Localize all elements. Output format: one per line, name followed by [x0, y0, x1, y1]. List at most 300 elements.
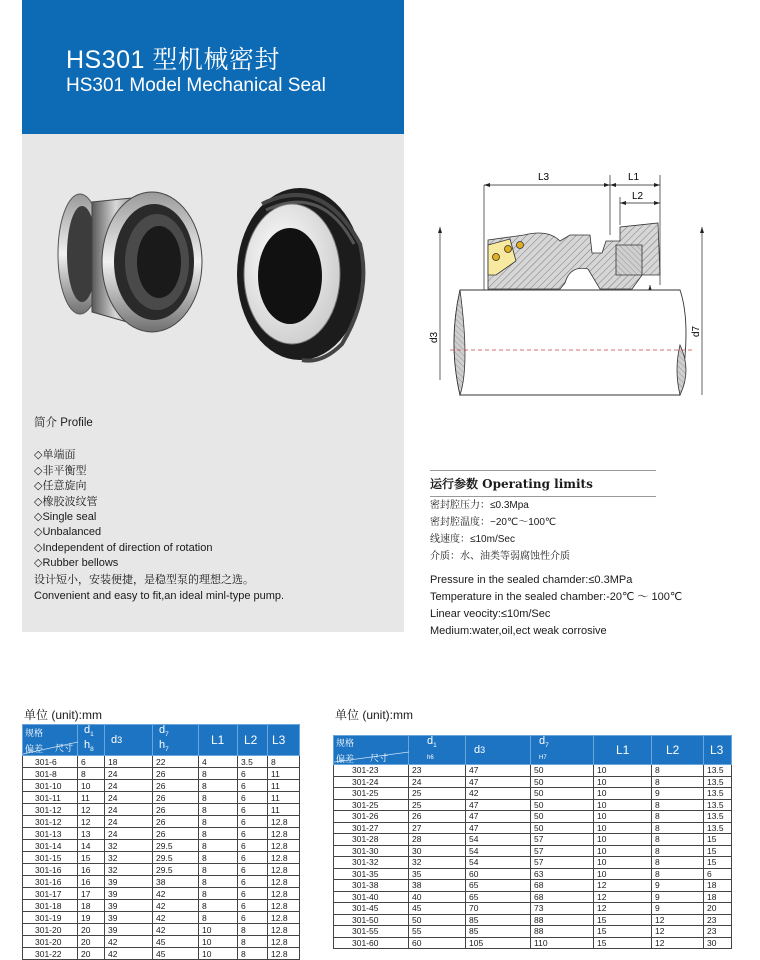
table-cell: 8	[238, 936, 268, 948]
corner-header	[23, 725, 78, 756]
table-cell-model: 301-60	[334, 937, 409, 949]
profile-item: ◇Single seal	[34, 511, 97, 524]
table-cell: 10	[199, 936, 238, 948]
table-cell: 8	[652, 834, 704, 846]
title-chinese: HS301 型机械密封	[66, 46, 280, 74]
table-cell: 8	[199, 864, 238, 876]
table-cell: 39	[105, 900, 153, 912]
table-cell: 26	[153, 792, 199, 804]
product-panel	[22, 134, 404, 632]
table-cell: 13.5	[704, 788, 732, 800]
table-cell: 42	[153, 888, 199, 900]
table-cell: 24	[105, 816, 153, 828]
table-cell-model: 301-30	[334, 845, 409, 857]
col-header-l1: L1	[594, 736, 652, 765]
spec-table-left	[22, 724, 300, 960]
table-cell: 8	[652, 845, 704, 857]
table-row	[334, 822, 732, 834]
table-cell-model: 301-18	[23, 900, 78, 912]
profile-item: ◇橡胶波纹管	[34, 495, 98, 508]
table-cell: 8	[78, 768, 105, 780]
table-cell: 26	[153, 768, 199, 780]
table-cell: 3.5	[238, 756, 268, 768]
table-cell: 12.8	[268, 900, 300, 912]
table-cell: 23	[409, 765, 466, 777]
table-cell: 50	[531, 799, 594, 811]
table-cell: 55	[409, 926, 466, 938]
table-cell: 10	[78, 780, 105, 792]
table-cell: 8	[199, 840, 238, 852]
table-cell: 11	[268, 768, 300, 780]
corner-header	[334, 736, 409, 765]
title-english: HS301 Model Mechanical Seal	[66, 75, 326, 96]
table-cell: 23	[704, 926, 732, 938]
spec-table-right	[333, 735, 732, 949]
table-row	[334, 776, 732, 788]
seal-cross-section-diagram	[420, 165, 720, 425]
limit-en: Temperature in the sealed chamber:-20℃ ～ 100℃	[430, 591, 683, 603]
profile-item: ◇Unbalanced	[34, 526, 102, 539]
col-header-l3: L3	[704, 736, 732, 765]
dim-label-l1: L1	[628, 172, 640, 183]
table-cell-model: 301-6	[23, 756, 78, 768]
table-cell: 12.8	[268, 852, 300, 864]
table-cell: 24	[105, 792, 153, 804]
table-cell: 70	[466, 903, 531, 915]
table-cell: 6	[238, 900, 268, 912]
table-row	[23, 924, 300, 936]
limit-en: Linear veocity:≤10m/Sec	[430, 608, 551, 620]
dim-label-l3: L3	[538, 172, 550, 183]
table-row	[334, 811, 732, 823]
table-cell-model: 301-17	[23, 888, 78, 900]
table-cell: 29.5	[153, 852, 199, 864]
table-cell: 9	[652, 903, 704, 915]
table-row	[23, 768, 300, 780]
dim-label-l2: L2	[632, 191, 644, 202]
table-cell: 6	[704, 868, 732, 880]
table-cell: 8	[199, 912, 238, 924]
table-cell: 8	[199, 900, 238, 912]
table-cell: 65	[466, 880, 531, 892]
table-cell: 45	[153, 936, 199, 948]
seal-photo	[22, 134, 404, 404]
col-header-l2: L2	[238, 725, 268, 756]
table-cell: 26	[153, 780, 199, 792]
table-cell: 8	[199, 876, 238, 888]
table-cell: 50	[531, 788, 594, 800]
table-row	[334, 788, 732, 800]
table-cell: 15	[594, 926, 652, 938]
table-cell: 6	[238, 876, 268, 888]
table-cell: 47	[466, 799, 531, 811]
table-cell: 26	[153, 828, 199, 840]
table-cell: 6	[78, 756, 105, 768]
table-row	[23, 936, 300, 948]
table-cell: 24	[105, 768, 153, 780]
table-cell: 12.8	[268, 912, 300, 924]
table-cell: 15	[704, 857, 732, 869]
table-cell: 8	[652, 765, 704, 777]
table-cell: 88	[531, 914, 594, 926]
col-header-d3: d3	[466, 736, 531, 765]
table-cell: 38	[153, 876, 199, 888]
table-cell: 57	[531, 834, 594, 846]
col-header-d1: $d_1$ $h_8$	[78, 725, 105, 756]
table-cell: 11	[78, 792, 105, 804]
table-cell: 13.5	[704, 776, 732, 788]
table-cell: 42	[153, 912, 199, 924]
col-header-l3: L3	[268, 725, 300, 756]
table-cell: 50	[409, 914, 466, 926]
table-cell: 39	[105, 912, 153, 924]
table-cell: 29.5	[153, 840, 199, 852]
table-cell-model: 301-11	[23, 792, 78, 804]
table-cell: 35	[409, 868, 466, 880]
table-cell: 6	[238, 816, 268, 828]
table-row	[334, 891, 732, 903]
operating-limits	[430, 470, 683, 640]
table-cell: 6	[238, 864, 268, 876]
title-banner	[22, 0, 404, 134]
table-cell: 8	[652, 822, 704, 834]
table-cell: 10	[594, 857, 652, 869]
table-cell: 15	[704, 845, 732, 857]
table-cell-model: 301-35	[334, 868, 409, 880]
profile-item: ◇非平衡型	[34, 464, 87, 477]
corner-tolerance-label: 偏差	[25, 744, 44, 755]
table-cell: 12	[652, 937, 704, 949]
table-row	[334, 845, 732, 857]
table-cell: 16	[78, 864, 105, 876]
table-cell: 20	[704, 903, 732, 915]
table-cell: 65	[466, 891, 531, 903]
table-cell: 8	[238, 924, 268, 936]
table-cell: 11	[268, 780, 300, 792]
table-cell: 60	[466, 868, 531, 880]
profile-item: ◇单端面	[34, 449, 76, 462]
table-cell: 88	[531, 926, 594, 938]
limit-cn: 线速度：≤10m/Sec	[430, 534, 515, 545]
table-cell: 47	[466, 822, 531, 834]
table-cell: 57	[531, 857, 594, 869]
table-cell: 47	[466, 776, 531, 788]
table-cell: 6	[238, 888, 268, 900]
table-cell: 24	[105, 780, 153, 792]
table-cell: 15	[704, 834, 732, 846]
table-cell: 15	[78, 852, 105, 864]
table-cell-model: 301-14	[23, 840, 78, 852]
table-cell: 32	[409, 857, 466, 869]
table-cell: 39	[105, 924, 153, 936]
table-cell: 73	[531, 903, 594, 915]
seal-section-drawing	[488, 223, 660, 289]
profile-description-cn: 设计短小，安装便捷，是稳型泵的理想之选。	[34, 573, 254, 586]
table-cell: 8	[652, 776, 704, 788]
col-header-d1: $d_1$ h6	[409, 736, 466, 765]
table-cell-model: 301-55	[334, 926, 409, 938]
table-cell: 30	[409, 845, 466, 857]
table-cell: 10	[594, 834, 652, 846]
limit-cn: 介质：水、油类等弱腐蚀性介质	[430, 551, 570, 562]
table-cell-model: 301-15	[23, 852, 78, 864]
table-cell: 24	[105, 828, 153, 840]
table-cell: 54	[466, 845, 531, 857]
table-cell: 10	[594, 799, 652, 811]
table-cell: 32	[105, 864, 153, 876]
table-cell: 12.8	[268, 948, 300, 960]
table-cell: 29.5	[153, 864, 199, 876]
profile-section	[34, 416, 394, 604]
table-cell: 6	[238, 828, 268, 840]
table-cell: 12.8	[268, 816, 300, 828]
table-cell: 12	[652, 914, 704, 926]
table-cell: 45	[409, 903, 466, 915]
col-header-l2: L2	[652, 736, 704, 765]
table-cell: 17	[78, 888, 105, 900]
table-cell: 18	[704, 880, 732, 892]
table-cell: 12	[78, 804, 105, 816]
table-cell: 13.5	[704, 799, 732, 811]
limit-en: Pressure in the sealed chamder:≤0.3MPa	[430, 574, 633, 586]
table-cell: 9	[652, 880, 704, 892]
table-cell: 13.5	[704, 822, 732, 834]
table-cell-model: 301-45	[334, 903, 409, 915]
corner-tolerance-label: 偏差	[336, 754, 355, 765]
table-cell: 6	[238, 852, 268, 864]
table-cell: 42	[466, 788, 531, 800]
limit-cn: 密封腔温度：−20℃～100℃	[430, 517, 557, 528]
table-cell: 8	[652, 868, 704, 880]
table-cell: 8	[199, 768, 238, 780]
table-cell: 68	[531, 880, 594, 892]
table-cell: 8	[199, 792, 238, 804]
table-row	[334, 903, 732, 915]
table-cell-model: 301-28	[334, 834, 409, 846]
table-cell-model: 301-12	[23, 804, 78, 816]
table-row	[334, 914, 732, 926]
table-cell: 13.5	[704, 811, 732, 823]
table-cell: 6	[238, 780, 268, 792]
table-cell: 47	[466, 765, 531, 777]
limit-cn: 密封腔压力：≤0.3Mpa	[430, 500, 529, 511]
table-cell: 50	[531, 811, 594, 823]
col-header-d3: d3	[105, 725, 153, 756]
table-row	[23, 852, 300, 864]
table-cell: 57	[531, 845, 594, 857]
table-row	[334, 868, 732, 880]
unit-label-right: 单位 (unit):mm	[335, 708, 414, 722]
table-cell: 105	[466, 937, 531, 949]
table-cell: 12.8	[268, 828, 300, 840]
table-cell: 30	[704, 937, 732, 949]
table-cell: 54	[466, 834, 531, 846]
table-cell: 25	[409, 788, 466, 800]
corner-size-label: 尺寸	[369, 753, 388, 764]
table-cell: 10	[594, 845, 652, 857]
table-cell-model: 301-13	[23, 828, 78, 840]
table-cell: 12	[652, 926, 704, 938]
table-cell: 38	[409, 880, 466, 892]
table-cell-model: 301-27	[334, 822, 409, 834]
table-cell-model: 301-23	[334, 765, 409, 777]
table-cell: 42	[105, 936, 153, 948]
table-cell: 8	[652, 857, 704, 869]
table-row	[23, 948, 300, 960]
table-cell: 8	[238, 948, 268, 960]
table-cell: 6	[238, 840, 268, 852]
table-cell-model: 301-10	[23, 780, 78, 792]
table-cell: 8	[199, 888, 238, 900]
table-cell: 6	[238, 768, 268, 780]
profile-item: ◇Independent of direction of rotation	[34, 541, 213, 554]
table-cell: 50	[531, 822, 594, 834]
table-cell: 15	[594, 937, 652, 949]
table-cell: 11	[268, 792, 300, 804]
table-row	[23, 804, 300, 816]
table-cell: 16	[78, 876, 105, 888]
shaft-drawing	[450, 290, 695, 395]
table-cell: 12.8	[268, 864, 300, 876]
table-row	[23, 876, 300, 888]
table-cell: 22	[153, 756, 199, 768]
table-row	[334, 857, 732, 869]
table-row	[334, 880, 732, 892]
table-cell: 12.8	[268, 888, 300, 900]
table-cell: 6	[238, 792, 268, 804]
operating-limits-heading: 运行参数 Operating limits	[430, 470, 656, 497]
table-cell: 12	[594, 880, 652, 892]
table-cell: 14	[78, 840, 105, 852]
table-cell: 12	[78, 816, 105, 828]
table-cell: 6	[238, 912, 268, 924]
table-cell: 10	[594, 868, 652, 880]
table-cell: 6	[238, 804, 268, 816]
table-cell-model: 301-24	[334, 776, 409, 788]
profile-heading: 简介 Profile	[34, 417, 93, 429]
table-cell: 23	[704, 914, 732, 926]
table-cell-model: 301-25	[334, 799, 409, 811]
table-cell: 10	[594, 788, 652, 800]
table-cell: 26	[153, 804, 199, 816]
table-cell: 12.8	[268, 936, 300, 948]
table-cell: 12.8	[268, 924, 300, 936]
table-cell: 26	[153, 816, 199, 828]
table-cell: 47	[466, 811, 531, 823]
table-cell: 20	[78, 948, 105, 960]
table-row	[23, 912, 300, 924]
table-cell-model: 301-25	[334, 788, 409, 800]
table-cell: 13.5	[704, 765, 732, 777]
table-cell: 63	[531, 868, 594, 880]
table-cell-model: 301-19	[23, 912, 78, 924]
table-cell: 20	[78, 924, 105, 936]
table-cell: 85	[466, 914, 531, 926]
table-cell: 10	[199, 948, 238, 960]
table-cell: 42	[153, 900, 199, 912]
table-cell: 19	[78, 912, 105, 924]
col-header-l1: L1	[199, 725, 238, 756]
table-cell: 85	[466, 926, 531, 938]
table-cell: 10	[594, 765, 652, 777]
table-cell: 8	[652, 799, 704, 811]
table-cell: 15	[594, 914, 652, 926]
table-cell: 39	[105, 888, 153, 900]
table-cell: 11	[268, 804, 300, 816]
limit-en: Medium:water,oil,ect weak corrosive	[430, 625, 607, 637]
table-cell-model: 301-12	[23, 816, 78, 828]
table-cell: 10	[594, 811, 652, 823]
table-cell: 9	[652, 788, 704, 800]
table-cell: 110	[531, 937, 594, 949]
table-row	[334, 926, 732, 938]
table-cell: 32	[105, 852, 153, 864]
table-row	[23, 864, 300, 876]
dim-label-d3: d3	[429, 331, 440, 343]
profile-description-en: Convenient and easy to fit,an ideal minl-type pump.	[34, 590, 285, 603]
table-cell: 68	[531, 891, 594, 903]
table-cell: 18	[704, 891, 732, 903]
table-row	[23, 828, 300, 840]
table-cell: 8	[199, 852, 238, 864]
table-cell: 45	[153, 948, 199, 960]
table-row	[23, 840, 300, 852]
table-cell: 39	[105, 876, 153, 888]
table-cell: 26	[409, 811, 466, 823]
table-row	[23, 900, 300, 912]
table-cell: 8	[199, 780, 238, 792]
table-cell-model: 301-16	[23, 876, 78, 888]
table-cell: 9	[652, 891, 704, 903]
table-row	[334, 937, 732, 949]
table-cell: 10	[594, 776, 652, 788]
table-row	[23, 888, 300, 900]
profile-item: ◇任意旋向	[34, 480, 87, 493]
table-cell: 50	[531, 765, 594, 777]
corner-spec-label: 规格	[336, 738, 355, 749]
table-cell: 20	[78, 936, 105, 948]
table-row	[334, 834, 732, 846]
table-cell: 8	[199, 804, 238, 816]
table-cell: 12.8	[268, 840, 300, 852]
stationary-seat-image	[237, 188, 363, 361]
table-cell: 54	[466, 857, 531, 869]
table-cell: 18	[78, 900, 105, 912]
table-cell-model: 301-26	[334, 811, 409, 823]
table-cell: 4	[199, 756, 238, 768]
table-cell-model: 301-38	[334, 880, 409, 892]
table-cell-model: 301-20	[23, 936, 78, 948]
table-cell: 32	[105, 840, 153, 852]
table-cell: 12	[594, 903, 652, 915]
table-cell-model: 301-20	[23, 924, 78, 936]
table-row	[334, 799, 732, 811]
table-cell: 42	[153, 924, 199, 936]
table-cell: 24	[105, 804, 153, 816]
table-cell: 42	[105, 948, 153, 960]
table-cell: 50	[531, 776, 594, 788]
table-cell-model: 301-22	[23, 948, 78, 960]
table-cell-model: 301-50	[334, 914, 409, 926]
table-cell: 8	[652, 811, 704, 823]
table-cell-model: 301-32	[334, 857, 409, 869]
table-cell: 8	[199, 816, 238, 828]
corner-size-label: 尺寸	[54, 743, 73, 754]
table-row	[23, 780, 300, 792]
table-cell-model: 301-8	[23, 768, 78, 780]
table-cell: 60	[409, 937, 466, 949]
table-cell-model: 301-16	[23, 864, 78, 876]
